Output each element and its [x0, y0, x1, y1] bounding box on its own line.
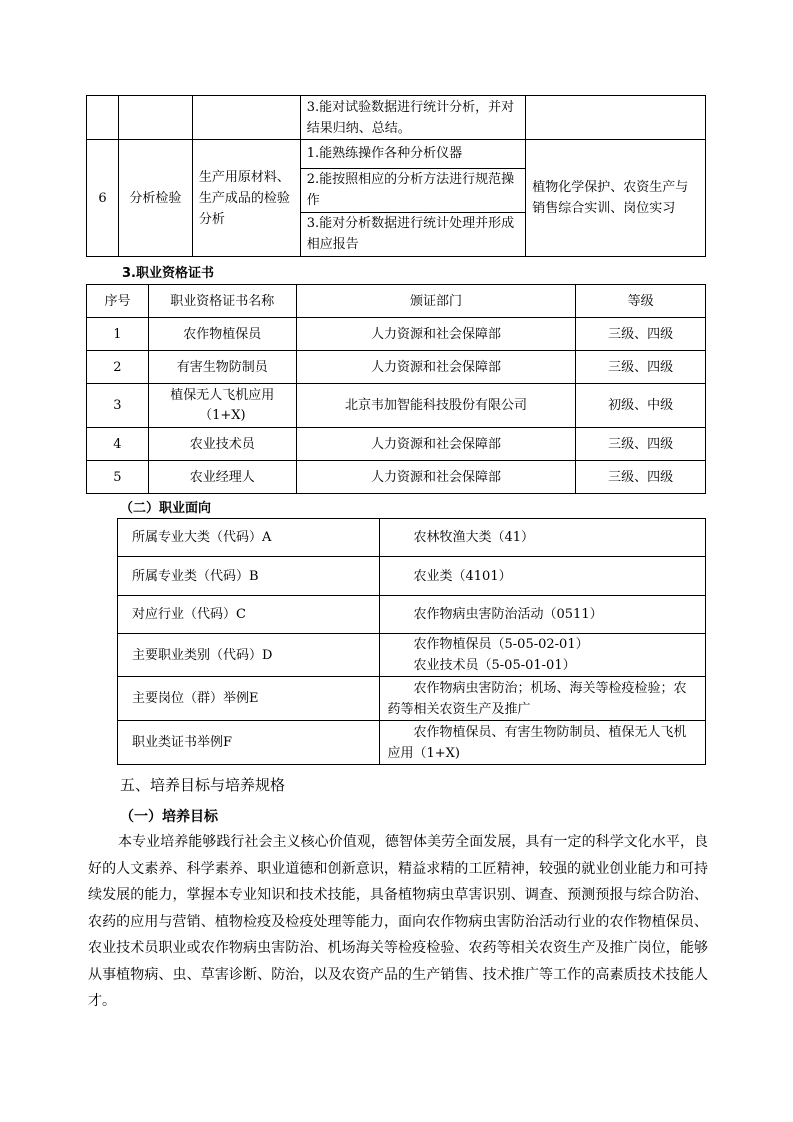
- table-row: [118, 596, 706, 634]
- list-item: 1.能熟练操作各种分析仪器: [301, 140, 526, 168]
- career-label: 所属专业大类（代码）A: [118, 519, 380, 557]
- career-value-text: 农作物植保员、有害生物防制员、植保无人飞机应用（1+X): [387, 724, 687, 761]
- row-number: 6: [87, 140, 119, 257]
- career-label: 所属专业类（代码）B: [118, 557, 380, 596]
- column-header: 序号: [87, 285, 149, 318]
- list-item: 2.能按照相应的分析方法进行规范操作: [301, 168, 526, 212]
- cert-issuer: 人力资源和社会保障部: [296, 351, 575, 384]
- cert-no: 5: [87, 461, 149, 494]
- table-row: [118, 519, 706, 557]
- cell-empty: [526, 96, 706, 140]
- cert-no: 3: [87, 384, 149, 428]
- column-header: 职业资格证书名称: [148, 285, 296, 318]
- career-orientation-table: [117, 518, 706, 765]
- ability-cell: 3.能对试验数据进行统计分析，并对结果归纳、总结。: [300, 96, 526, 140]
- table-row: [87, 318, 706, 351]
- training-task-table: [86, 95, 706, 257]
- task-cell: 生产用原材料、生产成品的检验分析: [192, 140, 300, 257]
- table-row: [87, 384, 706, 428]
- cert-level: 三级、四级: [576, 351, 706, 384]
- area-cell: 分析检验: [118, 140, 192, 257]
- career-label: 主要职业类别（代码）D: [118, 634, 380, 677]
- career-value: [379, 721, 705, 765]
- course-cell: 植物化学保护、农资生产与销售综合实训、岗位实习: [526, 140, 706, 257]
- cert-issuer: 人力资源和社会保障部: [296, 318, 575, 351]
- career-value: 农林牧渔大类（41）: [379, 519, 705, 557]
- career-value-line: 农业技术员（5-05-01-01）: [413, 658, 576, 673]
- cert-name: 植保无人飞机应用（1+X): [148, 384, 296, 428]
- certificate-table: [86, 284, 706, 494]
- career-section-title: （二）职业面向: [120, 501, 212, 516]
- career-value: 农业类（4101）: [379, 557, 705, 596]
- cert-issuer: 人力资源和社会保障部: [296, 428, 575, 461]
- cert-name: 农作物植保员: [148, 318, 296, 351]
- table-row: [87, 461, 706, 494]
- career-label: 主要岗位（群）举例E: [118, 677, 380, 721]
- objective-paragraph: [88, 829, 708, 1015]
- cert-name: 农业技术员: [148, 428, 296, 461]
- abilities-cell: [300, 140, 526, 257]
- table-row: [118, 634, 706, 677]
- table-row: [118, 677, 706, 721]
- cert-level: 三级、四级: [576, 318, 706, 351]
- cert-no: 4: [87, 428, 149, 461]
- list-item: 3.能对分析数据进行统计处理并形成相应报告: [306, 216, 515, 253]
- abilities-list: [301, 140, 526, 256]
- table-row: [87, 140, 706, 257]
- cert-level: 初级、中级: [576, 384, 706, 428]
- cert-no: 2: [87, 351, 149, 384]
- cert-level: 三级、四级: [576, 461, 706, 494]
- cell-empty: [118, 96, 192, 140]
- career-label: 对应行业（代码）C: [118, 596, 380, 634]
- cert-level: 三级、四级: [576, 428, 706, 461]
- objective-text: 本专业培养能够践行社会主义核心价值观，德智体美劳全面发展，具有一定的科学文化水平，良好的人文素养、科学素养、职业道德和创新意识，精益求精的工匠精神，较强的就业创业能力和可持续发展的能力，掌握本专业知识和技术技能，具备植物病虫草害识别、调查、预测预报与综合防治、农药的应用与营销、植物检疫及检疫处理等能力，面向农作物病虫害防治活动行业的农作物植保员、农业技术员职业或农作物病虫害防治、机场海关等检疫检验、农药等相关农资生产及推广岗位，能够从事植物病、虫、草害诊断、防治，以及农资产品的生产销售、技术推广等工作的高素质技术技能人才。: [88, 834, 708, 1009]
- cell-empty: [192, 96, 300, 140]
- career-value-text: 农作物病虫害防治；机场、海关等检疫检验；农药等相关农资生产及推广: [387, 680, 687, 717]
- table-row: [87, 351, 706, 384]
- section5-title: 五、培养目标与培养规格: [120, 776, 286, 794]
- career-value: 农作物病虫害防治活动（0511）: [379, 596, 705, 634]
- table-row: [87, 428, 706, 461]
- column-header: 等级: [576, 285, 706, 318]
- table-row: [118, 557, 706, 596]
- career-value-line: 农作物植保员（5-05-02-01）: [413, 637, 589, 652]
- cert-issuer: 人力资源和社会保障部: [296, 461, 575, 494]
- career-label: 职业类证书举例F: [118, 721, 380, 765]
- section5-sub1-title: （一）培养目标: [120, 809, 218, 825]
- cert-no: 1: [87, 318, 149, 351]
- career-value: [379, 677, 705, 721]
- cert-name: 有害生物防制员: [148, 351, 296, 384]
- table-row: [118, 721, 706, 765]
- column-header: 颁证部门: [296, 285, 575, 318]
- table-header-row: [87, 285, 706, 318]
- cert-name: 农业经理人: [148, 461, 296, 494]
- cert-issuer: 北京韦加智能科技股份有限公司: [296, 384, 575, 428]
- table-row: [87, 96, 706, 140]
- cell-empty: [87, 96, 119, 140]
- cert-section-title: 3.职业资格证书: [122, 266, 214, 281]
- career-value: [379, 634, 705, 677]
